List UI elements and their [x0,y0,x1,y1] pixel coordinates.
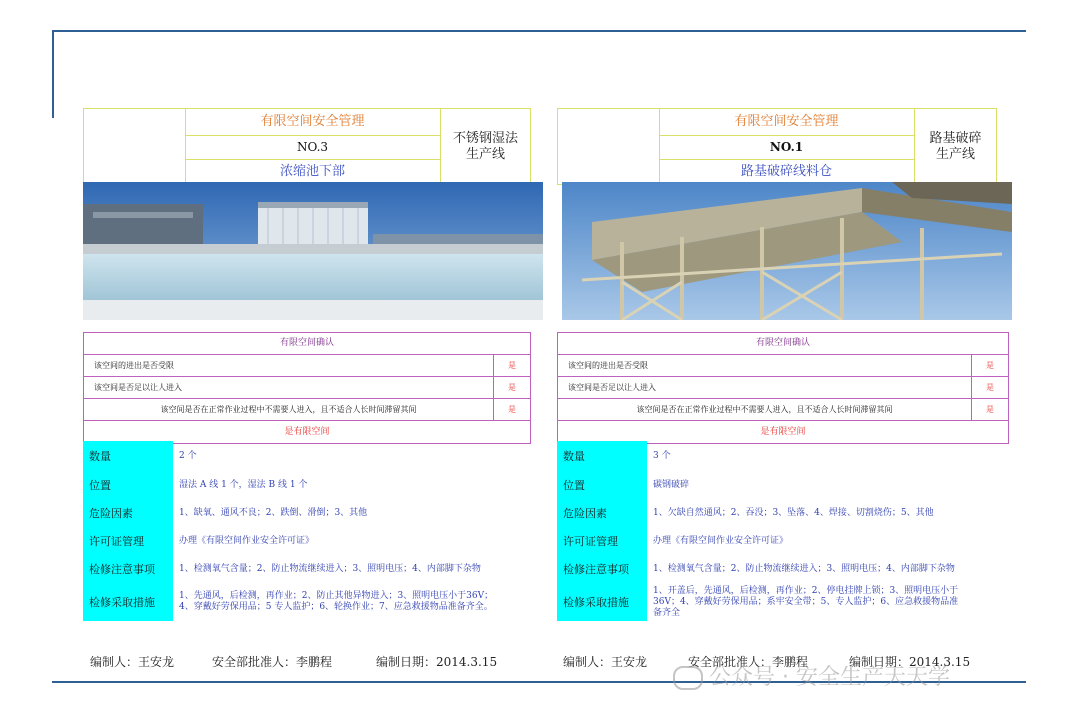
info-label: 检修注意事项 [557,555,647,583]
header-location: 路基破碎线料仓 [740,164,832,179]
info-label: 检修注意事项 [83,555,173,583]
info-row [83,583,531,621]
card-header [83,108,531,185]
info-table [83,441,531,621]
frame-left-line [52,30,54,118]
info-row [557,555,1009,583]
header-location: 浓缩池下部 [279,164,345,179]
card-header [557,108,997,185]
confirmation-row [558,355,1008,377]
info-value: 1、检测氧气含量；2、防止物流继续进入；3、照明电压；4、内部脚下杂物 [653,563,955,574]
info-label: 检修采取措施 [557,583,647,621]
info-row [557,527,1009,555]
wechat-icon [673,666,703,690]
info-value: 办理《有限空间作业安全许可证》 [179,535,315,546]
info-value: 3 个 [653,450,671,461]
site-photo-crusher-bin [562,182,1012,320]
confirmation-answer: 是 [986,361,994,370]
confirmation-row [84,377,530,399]
header-blank-cell [84,109,186,184]
info-row [83,527,531,555]
footer-date: 编制日期：2014.3.15 [849,655,971,669]
info-value: 碳钢破碎 [653,479,690,490]
confirmation-row [84,355,530,377]
info-value: 1、开盖后，先通风，后检测，再作业；2、停电挂牌上锁；3、照明电压小于 36V；4、穿戴好劳保用品；系牢安全带；5、专人监护；6、应急救援物品准备齐全 [653,585,959,618]
info-value: 湿法 A 线 1 个，湿法 B 线 1 个 [179,479,308,490]
confirmation-question: 该空间的进出是否受限 [558,355,972,376]
confirmation-answer: 是 [986,383,994,392]
footer-date: 编制日期：2014.3.15 [376,655,498,669]
confirmation-row [558,377,1008,399]
confirmation-question: 该空间是否足以让人进入 [558,377,972,398]
info-row [83,499,531,527]
info-value: 办理《有限空间作业安全许可证》 [653,535,789,546]
confirmation-answer: 是 [508,383,516,392]
confirmation-question: 该空间的进出是否受限 [84,355,494,376]
watermark [673,660,950,691]
header-title: 有限空间安全管理 [659,109,914,136]
confirmation-table [557,332,1009,444]
info-row [83,555,531,583]
header-blank-cell [558,109,660,184]
info-label: 位置 [83,471,173,499]
confirmation-table [83,332,531,444]
footer-approver: 安全部批准人：李鹏程 [212,655,333,669]
info-label: 检修采取措施 [83,583,173,621]
info-row [83,471,531,499]
confirmation-answer: 是 [508,361,516,370]
info-label: 危险因素 [557,499,647,527]
footer-editor: 编制人：王安龙 [90,655,175,669]
site-photo-thickener [83,182,543,320]
info-row [557,471,1009,499]
header-number: NO.1 [659,135,914,160]
info-table [557,441,1009,621]
confirmation-row [84,399,530,421]
info-value: 2 个 [179,450,197,461]
header-production-line: 不锈钢湿法 生产线 [440,109,530,184]
info-label: 许可证管理 [83,527,173,555]
info-label: 位置 [557,471,647,499]
watermark-text: 公众号 · 安全生产天天学 [709,665,950,690]
header-production-line: 路基破碎 生产线 [914,109,996,184]
thickener-photo-illustration [83,182,543,320]
info-label: 数量 [83,441,173,471]
info-value: 1、欠缺自然通风；2、吞没；3、坠落、4、焊接、切割烧伤；5、其他 [653,507,934,518]
info-value: 1、缺氧、通风不良；2、跌倒、滑倒；3、其他 [179,507,368,518]
info-row [557,441,1009,471]
confirmation-result: 是有限空间 [284,427,330,437]
confirmation-question: 该空间是否足以让人进入 [84,377,494,398]
confirmation-row [558,399,1008,421]
footer-editor: 编制人：王安龙 [563,655,648,669]
confirmation-answer: 是 [986,405,994,414]
confirmation-answer: 是 [508,405,516,414]
confirmation-result: 是有限空间 [760,427,806,437]
info-label: 危险因素 [83,499,173,527]
crusher-bin-photo-illustration [562,182,1012,320]
header-title: 有限空间安全管理 [185,109,440,136]
info-value: 1、检测氧气含量；2、防止物流继续进入；3、照明电压；4、内部脚下杂物 [179,563,481,574]
confirmation-title: 有限空间确认 [558,333,1008,355]
confirmation-title: 有限空间确认 [84,333,530,355]
footer-approver: 安全部批准人：李鹏程 [688,655,809,669]
header-number: NO.3 [185,135,440,160]
info-label: 数量 [557,441,647,471]
confirmation-question: 该空间是否在正常作业过程中不需要人进入，且不适合人长时间滞留其间 [558,399,972,420]
info-row [557,583,1009,621]
confirmation-question: 该空间是否在正常作业过程中不需要人进入，且不适合人长时间滞留其间 [84,399,494,420]
info-row [83,441,531,471]
info-value: 1、先通风，后检测，再作业；2、防止其他异物进入；3、照明电压小于36V；4、穿戴好劳保用品；5 专人监护；6、轮换作业；7、应急救援物品准备齐全。 [179,591,494,612]
info-label: 许可证管理 [557,527,647,555]
info-row [557,499,1009,527]
frame-top-line [52,30,1026,32]
